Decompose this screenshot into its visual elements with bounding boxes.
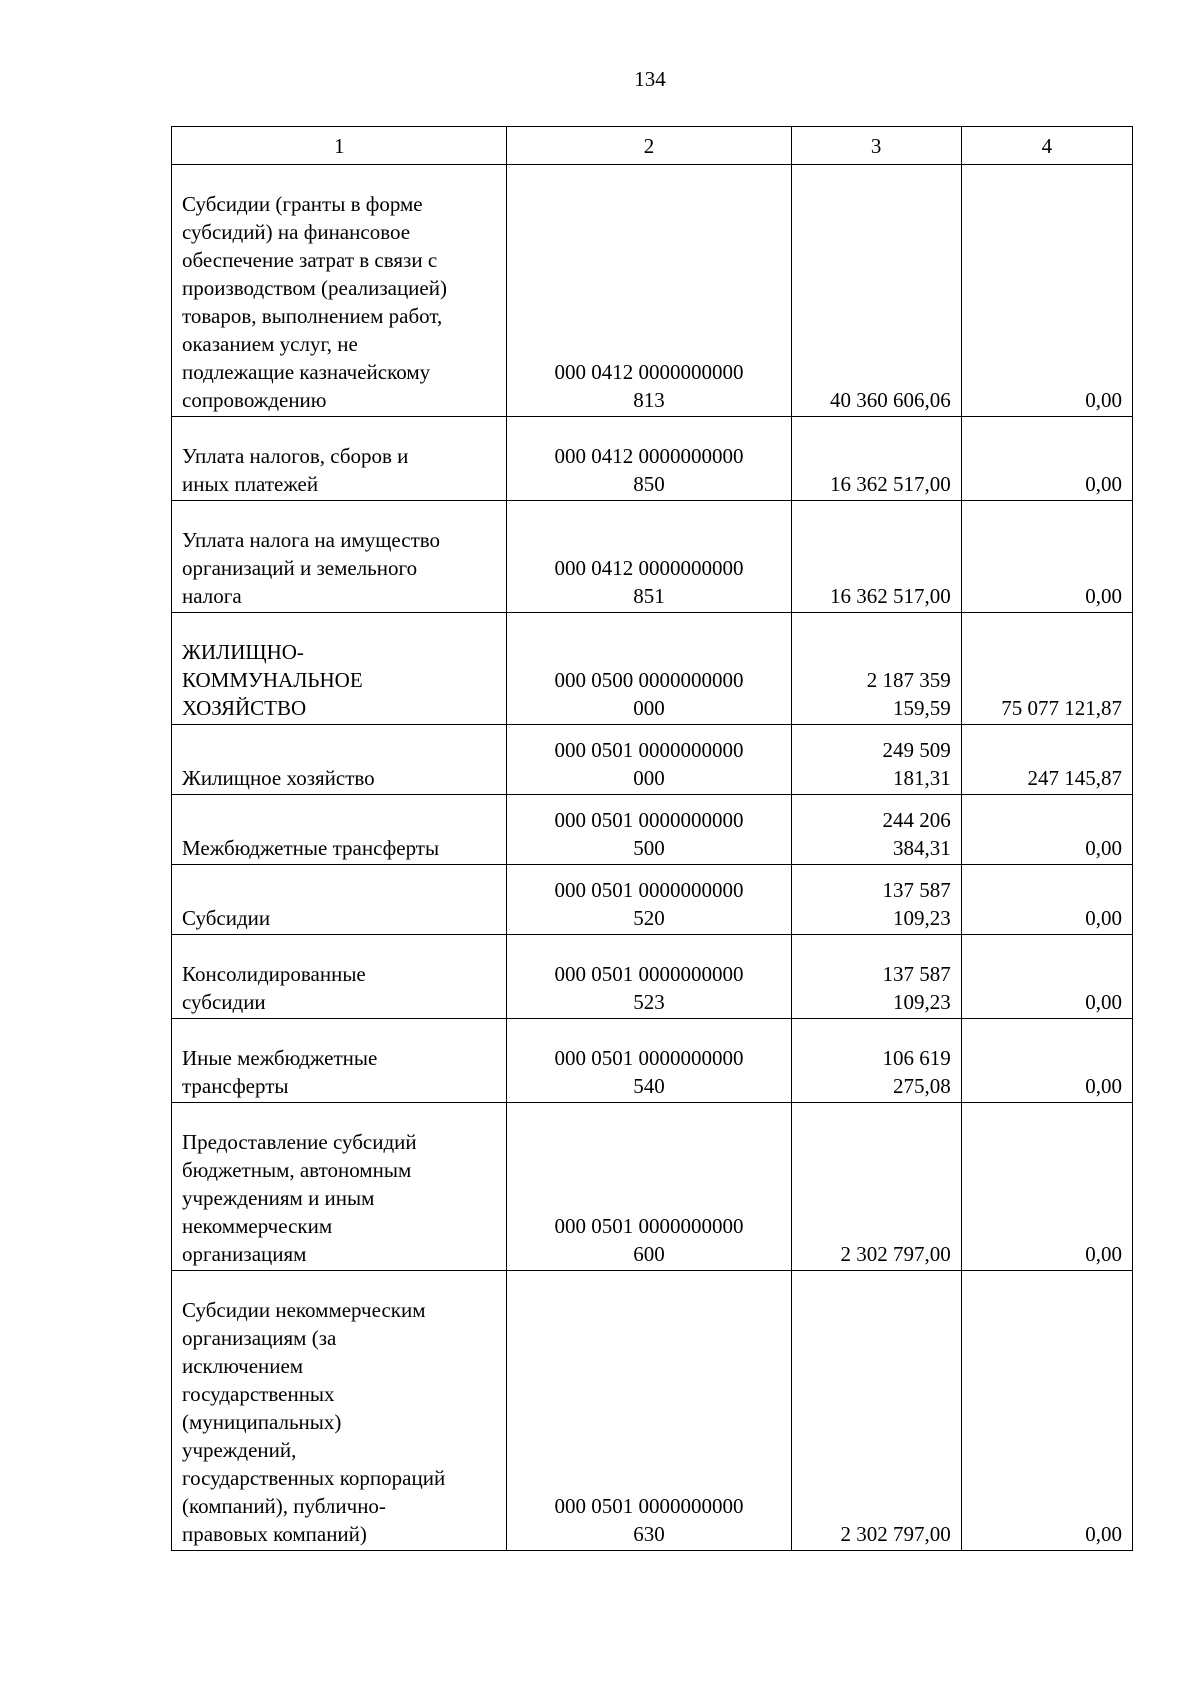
cell-line: Иные межбюджетные [182,1046,378,1070]
cell-line: Субсидии некоммерческим [182,1298,426,1322]
column-header-1: 1 [172,127,507,165]
cell-line: ХОЗЯЙСТВО [182,696,307,720]
cell-line: 247 145,87 [1027,766,1122,790]
row-amount-cell [791,1019,961,1103]
cell-line: Межбюджетные трансферты [182,836,440,860]
table-row [172,417,1133,501]
cell-line: 0,00 [1085,990,1122,1014]
cell-line: 523 [633,990,665,1014]
cell-line: учреждений, [182,1438,297,1462]
table-row [172,795,1133,865]
row-name-cell [172,613,507,725]
cell-line: 000 0412 0000000000 [554,444,744,468]
cell-line: 000 0501 0000000000 [554,878,744,902]
table-row [172,725,1133,795]
row-code-cell [507,417,791,501]
row-amount-cell [791,935,961,1019]
cell-line: 40 360 606,06 [829,388,951,412]
cell-line: Консолидированные [182,962,366,986]
cell-line: 0,00 [1085,1242,1122,1266]
row-code-cell [507,725,791,795]
row-amount-cell [791,165,961,417]
row-executed-cell [961,501,1132,613]
cell-line: 000 [633,766,665,790]
cell-line: Уплата налогов, сборов и [182,444,409,468]
row-name-cell [172,725,507,795]
cell-line: ЖИЛИЩНО- [182,640,304,664]
cell-line: Уплата налога на имущество [182,528,441,552]
cell-line: 109,23 [892,906,951,930]
row-name-cell [172,1103,507,1271]
row-executed-cell [961,935,1132,1019]
cell-line: (муниципальных) [182,1410,342,1434]
cell-line: 630 [633,1522,665,1546]
cell-line: 000 0501 0000000000 [554,738,744,762]
row-amount-cell [791,417,961,501]
row-executed-cell [961,725,1132,795]
cell-line: 159,59 [892,696,951,720]
cell-line: 109,23 [892,990,951,1014]
cell-line: трансферты [182,1074,289,1098]
cell-line: государственных [182,1382,335,1406]
cell-line: 600 [633,1242,665,1266]
cell-line: организациям [182,1242,307,1266]
cell-line: 851 [633,584,665,608]
row-executed-cell [961,1019,1132,1103]
cell-line: бюджетным, автономным [182,1158,412,1182]
cell-line: организациям (за [182,1326,337,1350]
row-amount-cell [791,795,961,865]
cell-line: государственных корпораций [182,1466,446,1490]
cell-line: 137 587 [882,962,951,986]
row-amount-cell [791,501,961,613]
cell-line: оказанием услуг, не [182,332,358,356]
row-executed-cell [961,795,1132,865]
row-name-cell [172,501,507,613]
cell-line: 813 [633,388,665,412]
cell-line: 16 362 517,00 [829,472,951,496]
row-executed-cell [961,1271,1132,1551]
header-row [172,127,1133,165]
cell-line: 000 0500 0000000000 [554,668,744,692]
column-header-4: 4 [961,127,1132,165]
table-body [172,165,1133,1551]
cell-line: налога [182,584,242,608]
table-row [172,1271,1133,1551]
cell-line: производством (реализацией) [182,276,447,300]
table-row [172,865,1133,935]
row-code-cell [507,613,791,725]
cell-line: иных платежей [182,472,319,496]
cell-line: 106 619 [882,1046,951,1070]
cell-line: 2 187 359 [866,668,951,692]
row-name-cell [172,795,507,865]
row-name-cell [172,1271,507,1551]
table-row [172,165,1133,417]
cell-line: 181,31 [892,766,951,790]
cell-line: (компаний), публично- [182,1494,386,1518]
table-row [172,935,1133,1019]
cell-line: 000 0412 0000000000 [554,556,744,580]
cell-line: 0,00 [1085,1074,1122,1098]
row-amount-cell [791,1271,961,1551]
budget-table [171,126,1133,1551]
row-name-cell [172,417,507,501]
row-code-cell [507,1103,791,1271]
row-code-cell [507,165,791,417]
cell-line: 2 302 797,00 [840,1522,951,1546]
cell-line: сопровождению [182,388,327,412]
row-code-cell [507,1019,791,1103]
cell-line: 000 0501 0000000000 [554,1046,744,1070]
table-row [172,1103,1133,1271]
cell-line: 000 [633,696,665,720]
cell-line: 0,00 [1085,836,1122,860]
cell-line: товаров, выполнением работ, [182,304,443,328]
cell-line: 000 0501 0000000000 [554,1214,744,1238]
cell-line: 384,31 [892,836,951,860]
table-row [172,501,1133,613]
cell-line: 540 [633,1074,665,1098]
row-code-cell [507,501,791,613]
cell-line: 0,00 [1085,1522,1122,1546]
row-executed-cell [961,165,1132,417]
cell-line: 000 0501 0000000000 [554,1494,744,1518]
cell-line: 0,00 [1085,472,1122,496]
cell-line: Предоставление субсидий [182,1130,417,1154]
cell-line: 000 0501 0000000000 [554,808,744,832]
cell-line: 500 [633,836,665,860]
cell-line: обеспечение затрат в связи с [182,248,438,272]
cell-line: 0,00 [1085,584,1122,608]
row-executed-cell [961,865,1132,935]
row-code-cell [507,865,791,935]
column-header-2: 2 [507,127,791,165]
cell-line: некоммерческим [182,1214,333,1238]
cell-line: субсидий) на финансовое [182,220,411,244]
cell-line: 16 362 517,00 [829,584,951,608]
row-amount-cell [791,725,961,795]
cell-line: учреждениям и иным [182,1186,375,1210]
row-amount-cell [791,865,961,935]
row-amount-cell [791,613,961,725]
row-amount-cell [791,1103,961,1271]
cell-line: 0,00 [1085,906,1122,930]
row-executed-cell [961,1103,1132,1271]
cell-line: 850 [633,472,665,496]
cell-line: 249 509 [882,738,951,762]
table-row [172,613,1133,725]
cell-line: исключением [182,1354,304,1378]
cell-line: подлежащие казначейскому [182,360,431,384]
row-executed-cell [961,613,1132,725]
table-row [172,1019,1133,1103]
cell-line: Субсидии [182,906,271,930]
row-name-cell [172,935,507,1019]
row-executed-cell [961,417,1132,501]
column-header-3: 3 [791,127,961,165]
cell-line: 137 587 [882,878,951,902]
row-name-cell [172,865,507,935]
cell-line: 275,08 [892,1074,951,1098]
row-name-cell [172,165,507,417]
cell-line: субсидии [182,990,266,1014]
cell-line: 0,00 [1085,388,1122,412]
cell-line: 000 0501 0000000000 [554,962,744,986]
row-code-cell [507,795,791,865]
page-number: 134 [634,67,666,91]
row-code-cell [507,1271,791,1551]
cell-line: 2 302 797,00 [840,1242,951,1266]
cell-line: 000 0412 0000000000 [554,360,744,384]
row-name-cell [172,1019,507,1103]
cell-line: Субсидии (гранты в форме [182,192,423,216]
cell-line: правовых компаний) [182,1522,367,1546]
cell-line: Жилищное хозяйство [182,766,375,790]
cell-line: 244 206 [882,808,951,832]
cell-line: 75 077 121,87 [1001,696,1122,720]
cell-line: КОММУНАЛЬНОЕ [182,668,363,692]
row-code-cell [507,935,791,1019]
cell-line: 520 [633,906,665,930]
cell-line: организаций и земельного [182,556,418,580]
